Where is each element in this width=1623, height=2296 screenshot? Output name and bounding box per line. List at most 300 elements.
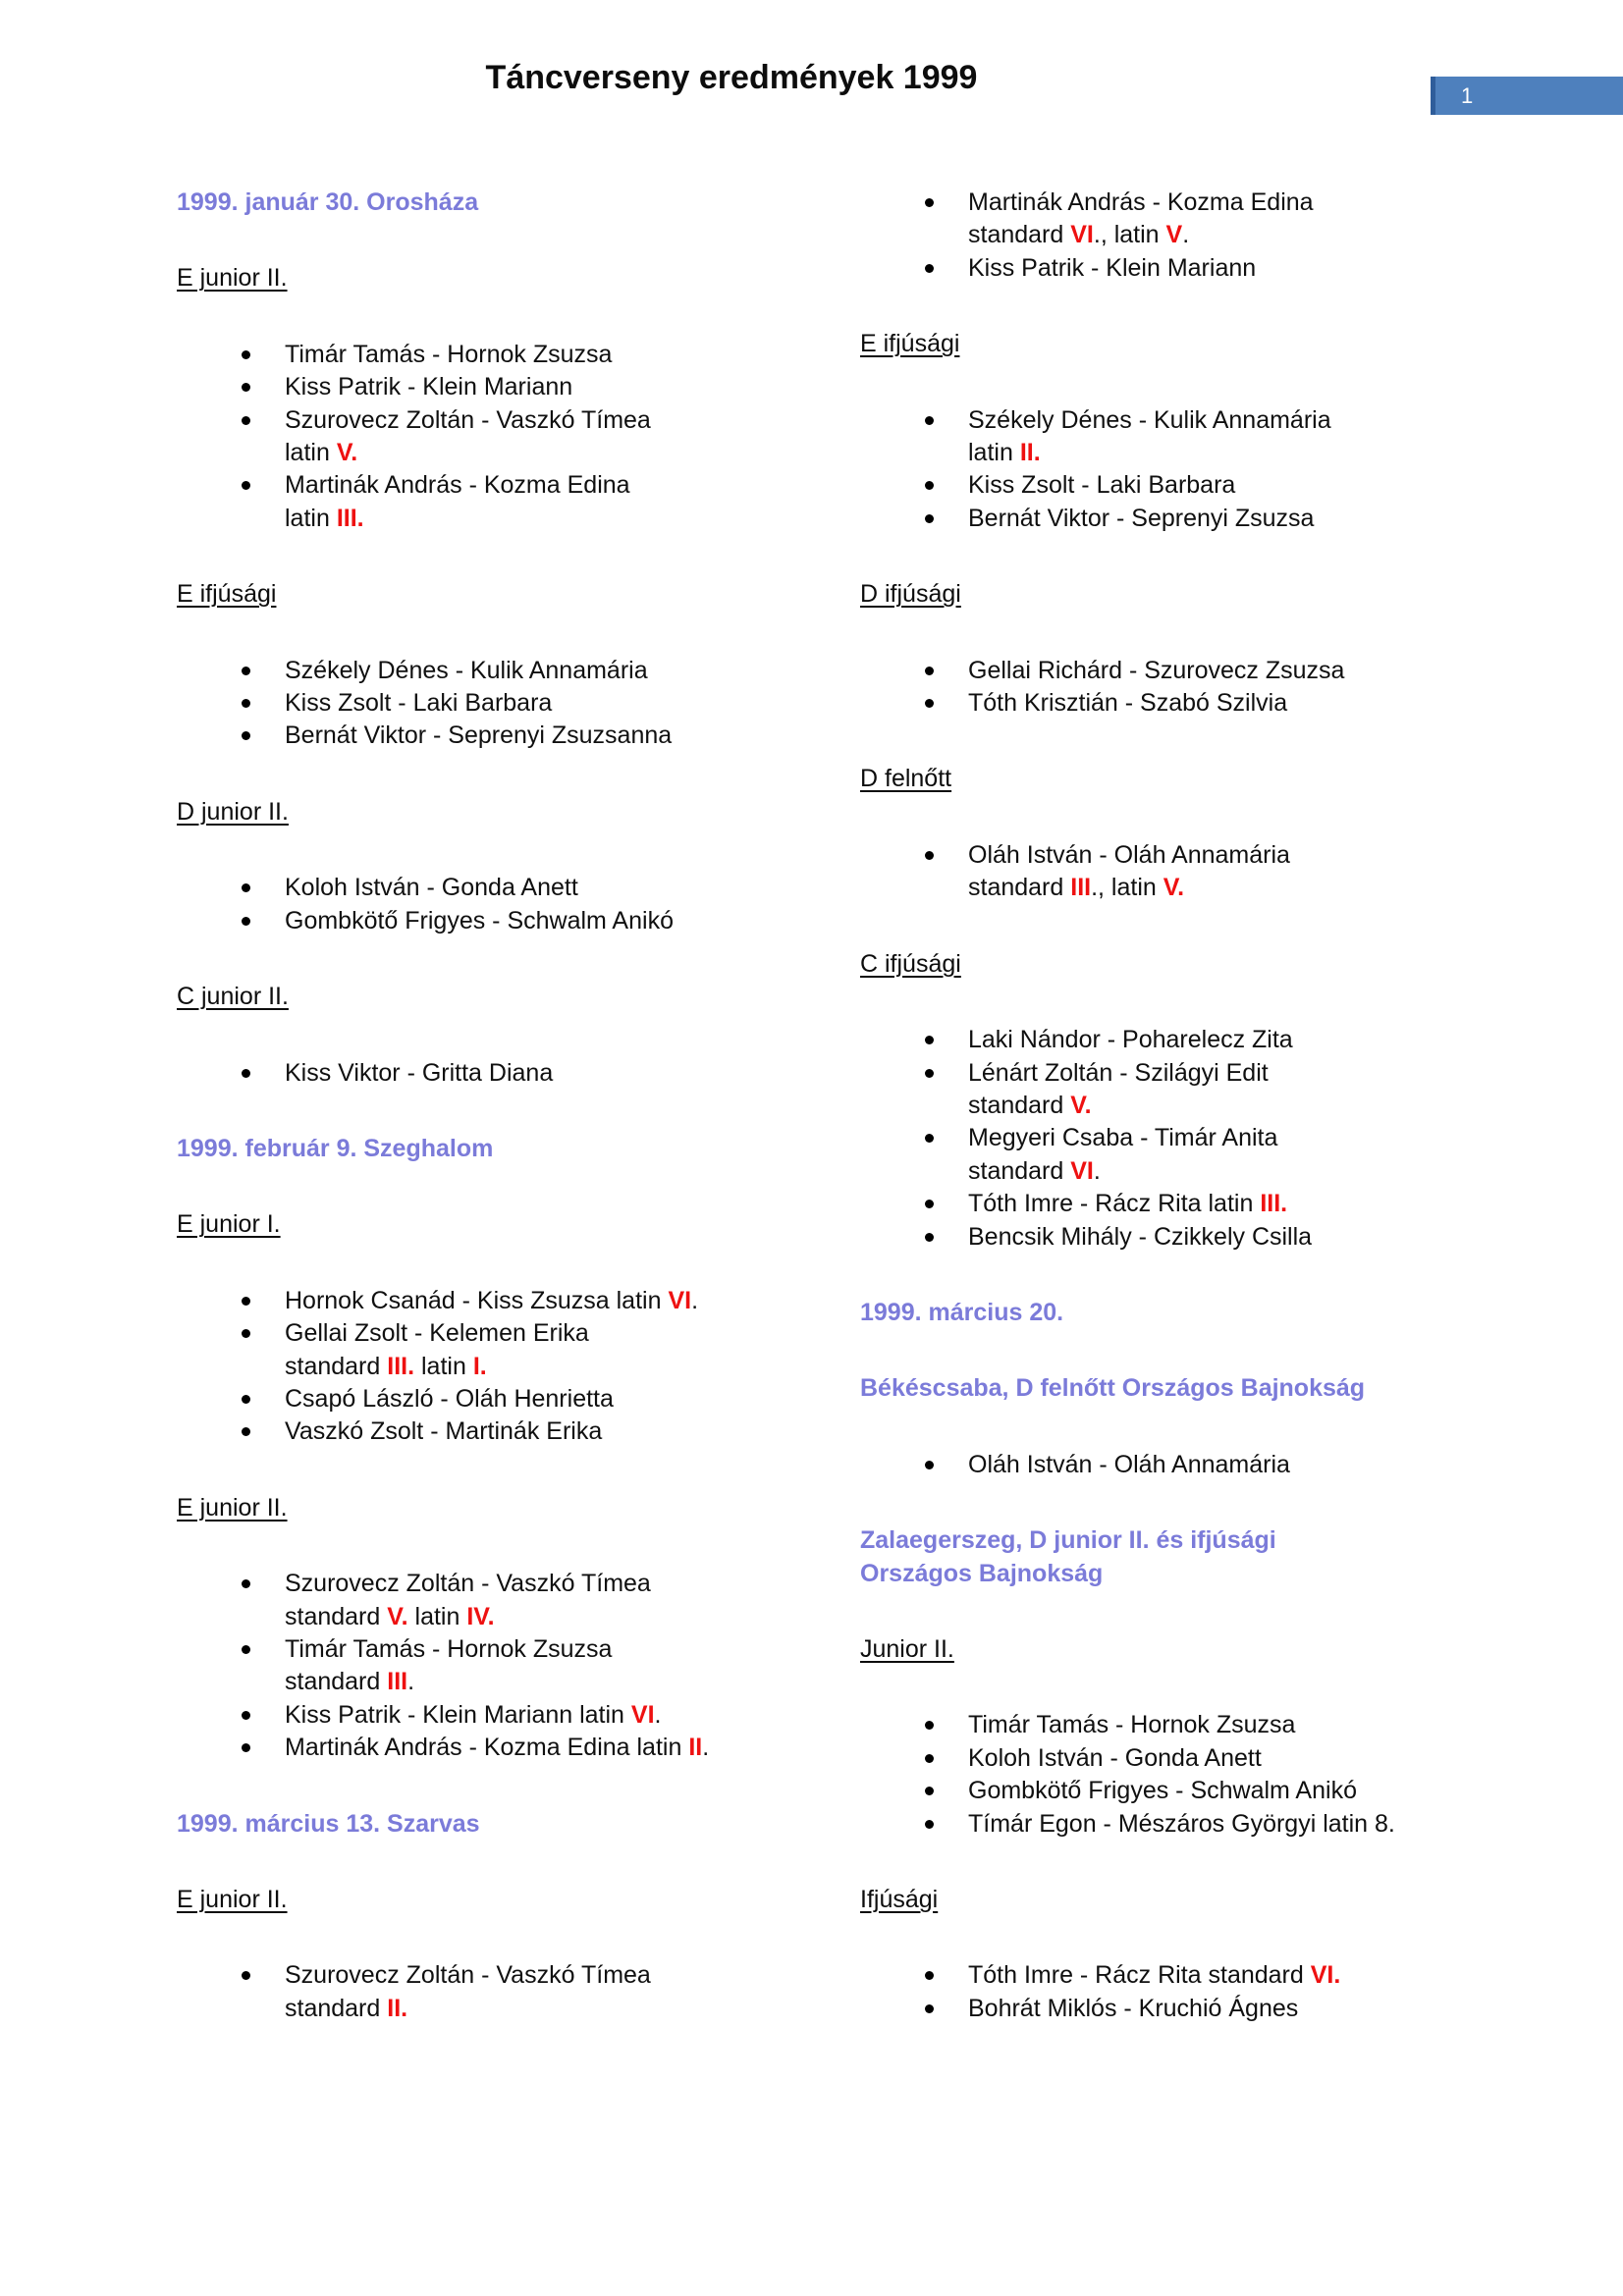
category-heading bbox=[177, 578, 790, 611]
result-line bbox=[968, 1155, 1277, 1188]
result-line bbox=[968, 839, 1290, 872]
bullet-marker bbox=[925, 699, 934, 708]
bullet-marker bbox=[242, 1069, 250, 1078]
category-heading-line bbox=[177, 1208, 790, 1241]
text-segment: Koloh István - Gonda Anett bbox=[968, 1743, 1262, 1772]
couple-result-text bbox=[285, 1568, 651, 1633]
result-line bbox=[968, 687, 1287, 720]
text-segment: latin bbox=[285, 439, 337, 467]
result-line bbox=[285, 1633, 612, 1666]
text-segment: D felnőtt bbox=[860, 765, 952, 793]
result-line bbox=[285, 655, 648, 687]
text-segment: 1999. március 20. bbox=[860, 1298, 1064, 1326]
result-list bbox=[177, 655, 790, 753]
result-rank: I. bbox=[472, 1352, 487, 1380]
result-list bbox=[177, 872, 790, 937]
result-list-item bbox=[860, 252, 1474, 285]
text-segment: . bbox=[1182, 221, 1190, 249]
event-date-heading-line bbox=[177, 187, 790, 219]
result-list bbox=[860, 404, 1474, 536]
result-line bbox=[285, 339, 612, 371]
couple-result-text bbox=[285, 1317, 589, 1383]
result-line bbox=[285, 1415, 602, 1448]
couple-result-text bbox=[285, 872, 578, 904]
result-list-item bbox=[860, 1993, 1474, 2025]
couple-result-text bbox=[968, 1188, 1287, 1220]
result-line bbox=[285, 687, 552, 720]
text-segment: 1999. január 30. Orosháza bbox=[177, 188, 479, 216]
text-segment: Bernát Viktor - Seprenyi Zsuzsanna bbox=[285, 721, 673, 750]
result-rank: V. bbox=[1163, 874, 1185, 902]
result-list-item bbox=[860, 687, 1474, 720]
result-list-item bbox=[860, 404, 1474, 470]
result-list-item bbox=[177, 1383, 790, 1415]
text-segment: standard bbox=[968, 874, 1071, 902]
result-list bbox=[177, 1057, 790, 1090]
text-segment: Oláh István - Oláh Annamária bbox=[968, 1450, 1290, 1478]
bullet-marker bbox=[242, 1297, 250, 1306]
result-list bbox=[177, 1285, 790, 1449]
couple-result-text bbox=[968, 687, 1287, 720]
event-date-heading-line bbox=[860, 1524, 1474, 1557]
result-list bbox=[860, 1449, 1474, 1481]
result-line bbox=[285, 1666, 612, 1698]
result-rank: V. bbox=[1070, 1091, 1092, 1119]
result-line bbox=[285, 1993, 651, 2025]
text-segment: Koloh István - Gonda Anett bbox=[285, 874, 578, 902]
text-segment: Hornok Csanád - Kiss Zsuzsa latin bbox=[285, 1286, 669, 1314]
couple-result-text bbox=[968, 1775, 1357, 1807]
bullet-marker bbox=[242, 1579, 250, 1588]
result-rank: III. bbox=[387, 1352, 415, 1380]
bullet-marker bbox=[925, 264, 934, 273]
bullet-marker bbox=[925, 1787, 934, 1795]
text-segment: Martinák András - Kozma Edina latin bbox=[285, 1734, 689, 1762]
result-line bbox=[968, 219, 1314, 251]
couple-result-text bbox=[285, 1285, 698, 1317]
bullet-marker bbox=[242, 481, 250, 490]
bullet-marker bbox=[925, 1721, 934, 1730]
result-line bbox=[285, 1568, 651, 1600]
category-heading-line bbox=[860, 578, 1474, 611]
text-segment: E ifjúsági bbox=[860, 330, 960, 358]
column-left bbox=[177, 187, 790, 2025]
result-line bbox=[968, 655, 1344, 687]
result-line bbox=[285, 371, 572, 403]
couple-result-text bbox=[285, 655, 648, 687]
result-list-item bbox=[177, 687, 790, 720]
result-list-item bbox=[177, 404, 790, 470]
result-line bbox=[285, 1317, 589, 1350]
result-line bbox=[285, 469, 630, 502]
couple-result-text bbox=[968, 187, 1314, 252]
result-line bbox=[285, 1699, 661, 1732]
result-list bbox=[860, 187, 1474, 285]
text-segment: Kiss Viktor - Gritta Diana bbox=[285, 1058, 554, 1087]
text-segment: Gellai Richárd - Szurovecz Zsuzsa bbox=[968, 656, 1345, 684]
text-segment: Timár Tamás - Hornok Zsuzsa bbox=[285, 340, 613, 368]
result-line bbox=[968, 1449, 1290, 1481]
text-segment: Gombkötő Frigyes - Schwalm Anikó bbox=[285, 906, 674, 934]
text-segment: Békéscsaba, D felnőtt Országos Bajnokság bbox=[860, 1374, 1366, 1403]
result-list-item bbox=[177, 371, 790, 403]
text-segment: . bbox=[1093, 1156, 1101, 1185]
bullet-marker bbox=[925, 1820, 934, 1829]
text-segment: Szurovecz Zoltán - Vaszkó Tímea bbox=[285, 1961, 651, 1990]
bullet-marker bbox=[242, 917, 250, 926]
text-segment: standard bbox=[285, 1994, 388, 2022]
result-rank: VI bbox=[668, 1286, 692, 1314]
couple-result-text bbox=[285, 1057, 553, 1090]
text-segment: latin bbox=[407, 1602, 467, 1630]
text-segment: Laki Nándor - Poharelecz Zita bbox=[968, 1026, 1293, 1054]
text-segment: Székely Dénes - Kulik Annamária bbox=[285, 656, 648, 684]
couple-result-text bbox=[285, 1633, 612, 1699]
result-line bbox=[968, 1024, 1293, 1056]
result-list-item bbox=[860, 1188, 1474, 1220]
event-date-heading bbox=[177, 1808, 790, 1841]
result-rank: V. bbox=[387, 1602, 408, 1630]
result-list-item bbox=[860, 1808, 1474, 1841]
category-heading-line bbox=[177, 1492, 790, 1524]
bullet-marker bbox=[242, 1743, 250, 1752]
result-list bbox=[177, 339, 790, 535]
bullet-marker bbox=[925, 851, 934, 860]
bullet-marker bbox=[925, 1200, 934, 1208]
bullet-marker bbox=[242, 1711, 250, 1720]
result-list-item bbox=[177, 1057, 790, 1090]
bullet-marker bbox=[925, 481, 934, 490]
result-line bbox=[968, 872, 1290, 904]
couple-result-text bbox=[285, 720, 672, 752]
result-line bbox=[968, 1057, 1269, 1090]
text-segment: Csapó László - Oláh Henrietta bbox=[285, 1384, 614, 1413]
result-line bbox=[285, 404, 651, 437]
text-segment: 1999. február 9. Szeghalom bbox=[177, 1134, 494, 1162]
text-segment: Vaszkó Zsolt - Martinák Erika bbox=[285, 1417, 603, 1446]
result-line bbox=[968, 1775, 1357, 1807]
result-line bbox=[968, 1742, 1262, 1775]
bullet-marker bbox=[925, 1971, 934, 1980]
text-segment: latin bbox=[285, 504, 337, 532]
couple-result-text bbox=[968, 1959, 1340, 1992]
result-list-item bbox=[177, 905, 790, 937]
text-segment: Gellai Zsolt - Kelemen Erika bbox=[285, 1319, 589, 1348]
text-segment: Kiss Zsolt - Laki Barbara bbox=[285, 689, 553, 718]
couple-result-text bbox=[285, 469, 630, 535]
text-segment: standard bbox=[285, 1602, 388, 1630]
couple-result-text bbox=[968, 1709, 1295, 1741]
result-list-item bbox=[177, 872, 790, 904]
text-segment: E junior I. bbox=[177, 1210, 281, 1239]
text-segment: 1999. március 13. Szarvas bbox=[177, 1809, 480, 1838]
result-list-item bbox=[860, 1024, 1474, 1056]
result-rank: III bbox=[387, 1668, 408, 1696]
couple-result-text bbox=[968, 1993, 1298, 2025]
category-heading bbox=[860, 1884, 1474, 1916]
couple-result-text bbox=[285, 404, 651, 470]
result-line bbox=[285, 1383, 614, 1415]
text-segment: Tóth Imre - Rácz Rita latin bbox=[968, 1190, 1261, 1218]
page-number-box bbox=[1431, 77, 1623, 115]
result-line bbox=[968, 1122, 1277, 1154]
bullet-marker bbox=[925, 2004, 934, 2013]
result-list-item bbox=[177, 655, 790, 687]
bullet-marker bbox=[242, 1971, 250, 1980]
bullet-marker bbox=[242, 1395, 250, 1404]
text-segment: Tóth Imre - Rácz Rita standard bbox=[968, 1961, 1311, 1990]
result-line bbox=[285, 503, 630, 535]
result-list-item bbox=[860, 839, 1474, 905]
couple-result-text bbox=[968, 503, 1314, 535]
text-segment: Szurovecz Zoltán - Vaszkó Tímea bbox=[285, 1570, 651, 1598]
couple-result-text bbox=[285, 905, 674, 937]
result-line bbox=[285, 905, 674, 937]
couple-result-text bbox=[285, 371, 572, 403]
text-segment: standard bbox=[285, 1668, 388, 1696]
category-heading bbox=[177, 796, 790, 828]
couple-result-text bbox=[285, 1383, 614, 1415]
result-list-item bbox=[177, 1415, 790, 1448]
bullet-marker bbox=[925, 1754, 934, 1763]
result-list-item bbox=[860, 1959, 1474, 1992]
result-list-item bbox=[860, 1742, 1474, 1775]
text-segment: standard bbox=[968, 1091, 1071, 1119]
bullet-marker bbox=[242, 699, 250, 708]
result-list-item bbox=[860, 1057, 1474, 1123]
text-segment: Timár Tamás - Hornok Zsuzsa bbox=[968, 1711, 1296, 1739]
result-rank: V bbox=[1165, 221, 1183, 249]
text-segment: . bbox=[691, 1286, 699, 1314]
result-line bbox=[285, 1285, 698, 1317]
bullet-marker bbox=[925, 1036, 934, 1044]
category-heading-line bbox=[860, 328, 1474, 360]
text-segment: Bencsik Mihály - Czikkely Csilla bbox=[968, 1222, 1313, 1251]
text-segment: Timár Tamás - Hornok Zsuzsa bbox=[285, 1634, 613, 1663]
event-date-heading bbox=[177, 1133, 790, 1165]
result-line bbox=[285, 1351, 589, 1383]
bullet-marker bbox=[242, 416, 250, 425]
text-segment: . bbox=[702, 1734, 710, 1762]
event-date-heading-line bbox=[860, 1558, 1474, 1590]
text-segment: Ifjúsági bbox=[860, 1886, 939, 1913]
text-segment: E ifjúsági bbox=[177, 580, 277, 609]
result-rank: II bbox=[688, 1734, 703, 1762]
result-list-item bbox=[177, 1699, 790, 1732]
bullet-marker bbox=[242, 1645, 250, 1654]
result-line bbox=[285, 1959, 651, 1992]
bullet-marker bbox=[242, 1427, 250, 1436]
bullet-marker bbox=[925, 1069, 934, 1078]
category-heading-line bbox=[177, 796, 790, 828]
bullet-marker bbox=[925, 1134, 934, 1143]
page-title: Táncverseny eredmények 1999 bbox=[485, 59, 978, 96]
result-line bbox=[968, 404, 1331, 437]
event-date-heading-line bbox=[177, 1808, 790, 1841]
event-date-heading-line bbox=[177, 1133, 790, 1165]
result-rank: III. bbox=[336, 504, 364, 532]
result-list-item bbox=[860, 1709, 1474, 1741]
category-heading bbox=[177, 981, 790, 1013]
couple-result-text bbox=[968, 1742, 1262, 1775]
result-list-item bbox=[177, 1317, 790, 1383]
text-segment: Zalaegerszeg, D junior II. és ifjúsági bbox=[860, 1526, 1276, 1555]
result-rank: VI bbox=[1070, 1156, 1094, 1185]
category-heading bbox=[860, 328, 1474, 360]
couple-result-text bbox=[968, 252, 1256, 285]
couple-result-text bbox=[968, 1221, 1312, 1254]
result-line bbox=[968, 469, 1235, 502]
couple-result-text bbox=[285, 1415, 602, 1448]
column-right bbox=[860, 187, 1474, 2025]
result-list-item bbox=[177, 1732, 790, 1764]
couple-result-text bbox=[968, 1122, 1277, 1188]
couple-result-text bbox=[968, 655, 1344, 687]
result-line bbox=[968, 1188, 1287, 1220]
result-list bbox=[177, 1959, 790, 2025]
page-number: 1 bbox=[1461, 82, 1474, 108]
result-line bbox=[285, 1732, 709, 1764]
result-list bbox=[860, 655, 1474, 721]
text-segment: Martinák András - Kozma Edina bbox=[968, 188, 1314, 216]
text-segment: Bohrát Miklós - Kruchió Ágnes bbox=[968, 1994, 1299, 2022]
category-heading-line bbox=[177, 578, 790, 611]
result-list-item bbox=[860, 503, 1474, 535]
result-line bbox=[968, 1090, 1269, 1122]
result-rank: VI bbox=[630, 1700, 655, 1729]
category-heading-line bbox=[860, 1633, 1474, 1666]
text-segment: Lénárt Zoltán - Szilágyi Edit bbox=[968, 1058, 1269, 1087]
couple-result-text bbox=[285, 687, 552, 720]
category-heading bbox=[177, 1884, 790, 1916]
text-segment: latin bbox=[968, 439, 1020, 467]
result-list-item bbox=[860, 1449, 1474, 1481]
result-line bbox=[285, 1057, 553, 1090]
text-segment: . bbox=[654, 1700, 662, 1729]
result-rank: V. bbox=[336, 439, 358, 467]
result-rank: IV. bbox=[466, 1602, 495, 1630]
text-segment: ., latin bbox=[1093, 221, 1166, 249]
bullet-marker bbox=[242, 731, 250, 740]
event-date-heading bbox=[860, 1372, 1474, 1405]
bullet-marker bbox=[925, 667, 934, 675]
result-list-item bbox=[860, 1775, 1474, 1807]
result-list-item bbox=[177, 1633, 790, 1699]
result-list bbox=[860, 1959, 1474, 2025]
result-list bbox=[860, 1024, 1474, 1254]
result-line bbox=[968, 437, 1331, 469]
text-segment: Junior II. bbox=[860, 1634, 954, 1663]
result-rank: II. bbox=[387, 1994, 408, 2022]
text-segment: latin bbox=[414, 1352, 473, 1380]
page-number-accent-bar bbox=[1431, 77, 1435, 115]
category-heading-line bbox=[177, 262, 790, 294]
result-line bbox=[968, 1808, 1395, 1841]
result-list-item bbox=[177, 1285, 790, 1317]
category-heading bbox=[860, 578, 1474, 611]
result-line bbox=[285, 720, 672, 752]
result-list-item bbox=[177, 339, 790, 371]
text-segment: C ifjúsági bbox=[860, 949, 961, 978]
bullet-marker bbox=[242, 383, 250, 392]
result-list-item bbox=[860, 1122, 1474, 1188]
result-list bbox=[860, 839, 1474, 905]
category-heading-line bbox=[177, 981, 790, 1013]
couple-result-text bbox=[285, 339, 612, 371]
result-list bbox=[177, 1568, 790, 1764]
text-segment: Oláh István - Oláh Annamária bbox=[968, 840, 1290, 869]
category-heading-line bbox=[860, 763, 1474, 795]
bullet-marker bbox=[242, 667, 250, 675]
bullet-marker bbox=[925, 1233, 934, 1242]
couple-result-text bbox=[968, 1024, 1293, 1056]
event-date-heading bbox=[177, 187, 790, 219]
bullet-marker bbox=[242, 350, 250, 359]
result-list-item bbox=[860, 655, 1474, 687]
event-date-heading bbox=[860, 1524, 1474, 1590]
text-segment: Kiss Patrik - Klein Mariann bbox=[285, 373, 573, 401]
text-segment: standard bbox=[968, 221, 1071, 249]
event-date-heading bbox=[860, 1297, 1474, 1329]
result-rank: II. bbox=[1019, 439, 1041, 467]
bullet-marker bbox=[242, 883, 250, 892]
result-line bbox=[968, 503, 1314, 535]
couple-result-text bbox=[285, 1959, 651, 2025]
result-line bbox=[285, 1601, 651, 1633]
text-segment: Kiss Zsolt - Laki Barbara bbox=[968, 471, 1236, 500]
event-date-heading-line bbox=[860, 1297, 1474, 1329]
result-rank: III. bbox=[1260, 1190, 1288, 1218]
result-line bbox=[285, 872, 578, 904]
text-segment: E junior II. bbox=[177, 264, 288, 293]
result-rank: VI. bbox=[1310, 1961, 1341, 1990]
bullet-marker bbox=[925, 198, 934, 207]
result-line bbox=[968, 1709, 1295, 1741]
text-segment: E junior II. bbox=[177, 1886, 288, 1913]
result-list-item bbox=[177, 1568, 790, 1633]
text-segment: Kiss Patrik - Klein Mariann latin bbox=[285, 1700, 631, 1729]
result-list-item bbox=[177, 469, 790, 535]
result-list-item bbox=[177, 720, 790, 752]
text-segment: ., latin bbox=[1091, 874, 1163, 902]
result-list bbox=[860, 1709, 1474, 1841]
category-heading bbox=[177, 1208, 790, 1241]
event-date-heading-line bbox=[860, 1372, 1474, 1405]
category-heading-line bbox=[860, 948, 1474, 981]
result-line bbox=[968, 1221, 1312, 1254]
category-heading-line bbox=[860, 1884, 1474, 1916]
category-heading bbox=[860, 763, 1474, 795]
text-segment: C junior II. bbox=[177, 983, 289, 1011]
category-heading bbox=[177, 262, 790, 294]
result-line bbox=[968, 1959, 1340, 1992]
category-heading bbox=[860, 1633, 1474, 1666]
bullet-marker bbox=[925, 514, 934, 523]
result-list-item bbox=[860, 1221, 1474, 1254]
result-line bbox=[968, 187, 1314, 219]
result-list-item bbox=[177, 1959, 790, 2025]
result-line bbox=[968, 1993, 1298, 2025]
couple-result-text bbox=[968, 404, 1331, 470]
text-segment: D ifjúsági bbox=[860, 580, 961, 609]
result-rank: III bbox=[1070, 874, 1092, 902]
text-segment: Martinák András - Kozma Edina bbox=[285, 471, 630, 500]
couple-result-text bbox=[968, 1808, 1395, 1841]
result-line bbox=[968, 252, 1256, 285]
text-segment: E junior II. bbox=[177, 1493, 288, 1522]
couple-result-text bbox=[285, 1699, 661, 1732]
text-segment: Országos Bajnokság bbox=[860, 1559, 1104, 1587]
